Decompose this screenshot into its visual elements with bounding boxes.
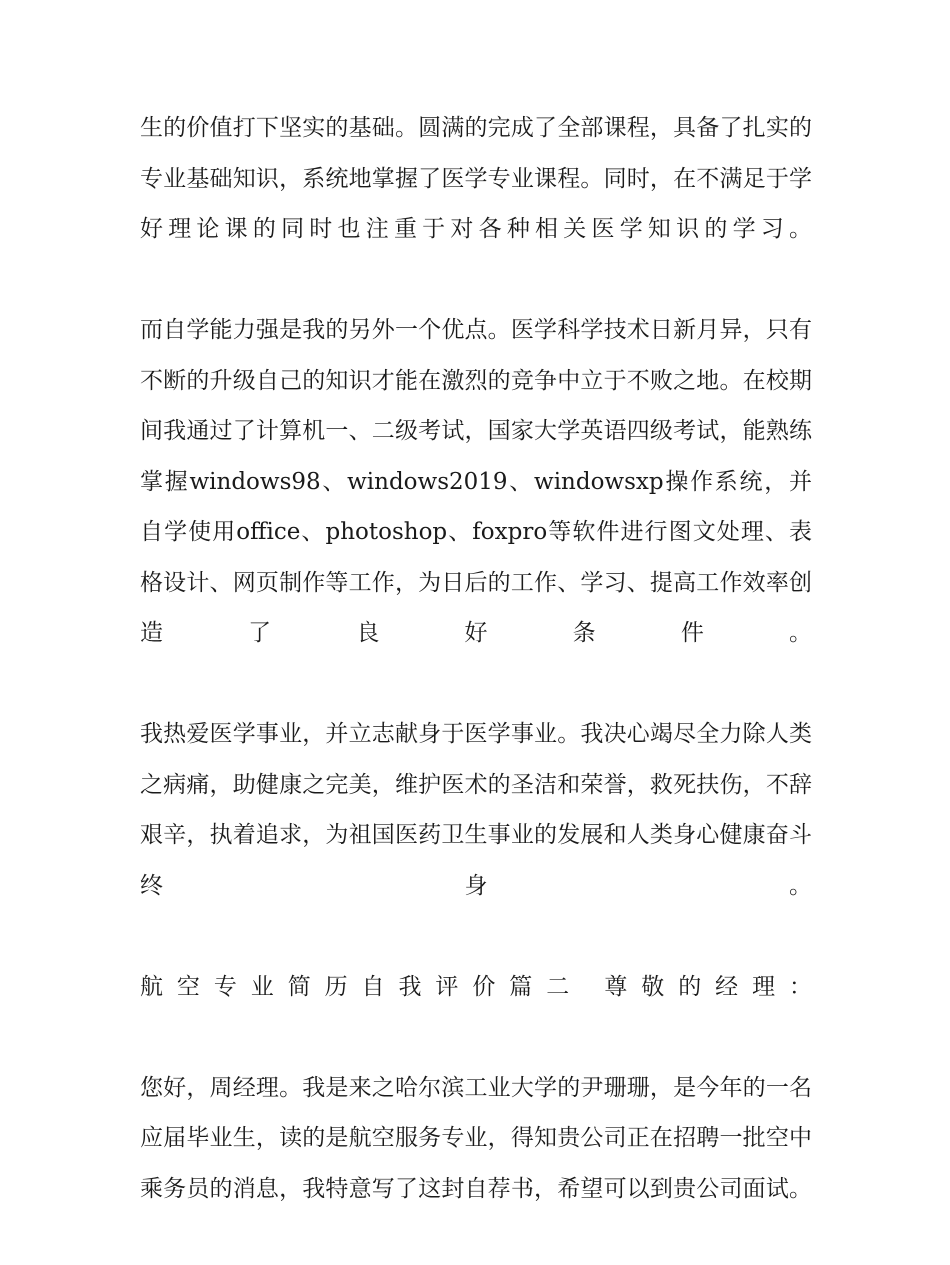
paragraph-self-learning: 而自学能力强是我的另外一个优点。医学科学技术日新月异，只有不断的升级自己的知识才能在激烈的竞争中立于不败之地。在校期间我通过了计算机一、二级考试，国家大学英语四级考试，能熟练掌握windows98、windows2019、windowsxp操作系统，并自学使用office、photoshop、foxpro等软件进行图文处理、表格设计、网页制作等工作，为日后的工作、学习、提高工作效率创造了良好条件。 bbox=[140, 317, 812, 646]
document-body bbox=[140, 103, 812, 1265]
paragraph-medical-dedication: 我热爱医学事业，并立志献身于医学事业。我决心竭尽全力除人类之病痛，助健康之完美，维护医术的圣洁和荣誉，救死扶伤，不辞艰辛，执着追求，为祖国医药卫生事业的发展和人类身心健康奋斗终身。 bbox=[140, 721, 812, 899]
section-heading-cover-letter: 航空专业简历自我评价篇二 尊敬的经理： bbox=[140, 973, 812, 1000]
paragraph-medical-foundation: 生的价值打下坚实的基础。圆满的完成了全部课程，具备了扎实的专业基础知识，系统地掌握了医学专业课程。同时，在不满足于学好理论课的同时也注重于对各种相关医学知识的学习。 bbox=[140, 115, 812, 242]
paragraph-cover-letter-intro: 您好，周经理。我是来之哈尔滨工业大学的尹珊珊，是今年的一名应届毕业生，读的是航空服务专业，得知贵公司正在招聘一批空中乘务员的消息，我特意写了这封自荐书，希望可以到贵公司面试。 bbox=[140, 1074, 812, 1202]
